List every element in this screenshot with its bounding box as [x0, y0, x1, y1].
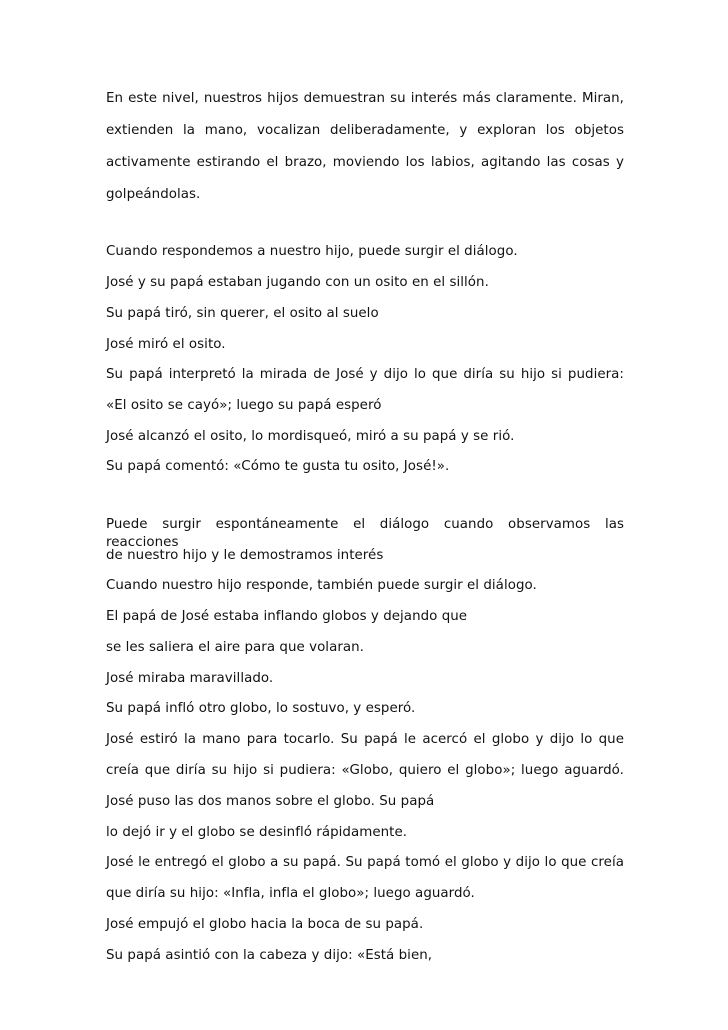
text-line: José alcanzó el osito, lo mordisqueó, miró a su papá y se rió.: [106, 429, 515, 444]
text-line: Cuando nuestro hijo responde, también puede surgir el diálogo.: [106, 578, 537, 593]
text-line: Su papá tiró, sin querer, el osito al suelo: [106, 306, 379, 321]
text-line: golpeándolas.: [106, 187, 201, 202]
text-line: se les saliera el aire para que volaran.: [106, 640, 364, 655]
text-line: José miraba maravillado.: [106, 671, 274, 686]
text-line: José y su papá estaban jugando con un osito en el sillón.: [106, 275, 489, 290]
text-line: José miró el osito.: [106, 337, 226, 352]
text-line: creía que diría su hijo si pudiera: «Globo, quiero el globo»; luego aguardó.: [106, 763, 624, 778]
text-line: José estiró la mano para tocarlo. Su papá le acercó el globo y dijo lo que: [106, 732, 624, 747]
text-line: Su papá interpretó la mirada de José y dijo lo que diría su hijo si pudiera:: [106, 367, 624, 382]
text-line: que diría su hijo: «Infla, infla el globo»; luego aguardó.: [106, 886, 475, 901]
text-line: de nuestro hijo y le demostramos interés: [106, 548, 384, 563]
text-line: El papá de José estaba inflando globos y dejando que: [106, 609, 468, 624]
text-line: José le entregó el globo a su papá. Su papá tomó el globo y dijo lo que creía: [106, 855, 624, 870]
text-line: José empujó el globo hacia la boca de su papá.: [106, 917, 424, 932]
text-line: extienden la mano, vocalizan deliberadamente, y exploran los objetos: [106, 123, 624, 138]
text-line: activamente estirando el brazo, moviendo los labios, agitando las cosas y: [106, 155, 624, 170]
text-line: «El osito se cayó»; luego su papá esperó: [106, 398, 382, 413]
text-line: Puede surgir espontáneamente el diálogo cuando observamos las reacciones: [106, 517, 624, 550]
text-line: lo dejó ir y el globo se desinfló rápidamente.: [106, 825, 408, 840]
text-line: José puso las dos manos sobre el globo. Su papá: [106, 794, 435, 809]
text-line: Su papá asintió con la cabeza y dijo: «Está bien,: [106, 948, 433, 963]
text-line: Su papá comentó: «Cómo te gusta tu osito, José!».: [106, 459, 450, 474]
text-line: Su papá infló otro globo, lo sostuvo, y esperó.: [106, 701, 416, 716]
text-line: Cuando respondemos a nuestro hijo, puede surgir el diálogo.: [106, 244, 518, 259]
text-line: En este nivel, nuestros hijos demuestran su interés más claramente. Miran,: [106, 91, 624, 106]
